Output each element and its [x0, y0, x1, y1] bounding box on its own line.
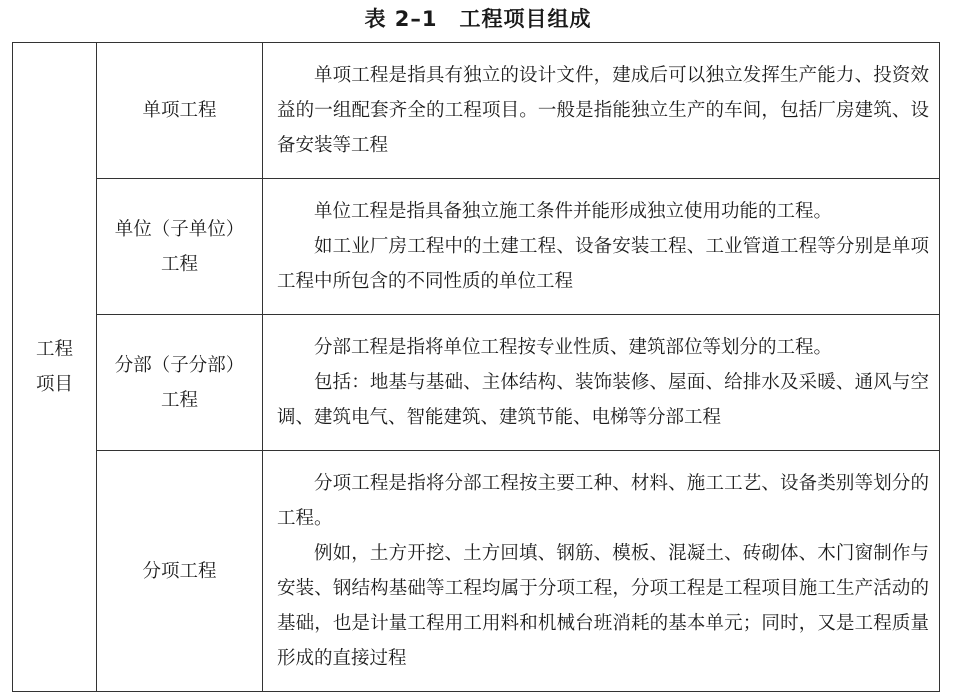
table-row: [13, 451, 940, 692]
table-caption: [0, 4, 956, 34]
project-composition-table: [12, 42, 940, 692]
description-paragraph: 包括：地基与基础、主体结构、装饰装修、屋面、给排水及采暖、通风与空调、建筑电气、智能建筑、建筑节能、电梯等分部工程: [277, 372, 929, 428]
table-number: 表 2–1: [364, 7, 438, 31]
description-paragraph: 单位工程是指具备独立施工条件并能形成独立使用功能的工程。: [314, 201, 833, 222]
category-label-line2: 项目: [35, 374, 73, 395]
row-name-line1: 单项工程: [142, 100, 217, 121]
row-name-line2: 工程: [160, 253, 198, 275]
row-description-cell: [263, 451, 940, 692]
category-label-line1: 工程: [35, 339, 73, 360]
row-name-line1: 分部（子分部）: [114, 354, 245, 376]
row-description-cell: [263, 179, 940, 315]
row-name-cell: [97, 451, 263, 692]
row-description-cell: [263, 43, 940, 179]
description-paragraph: 分项工程是指将分部工程按主要工种、材料、施工工艺、设备类别等划分的工程。: [277, 473, 929, 529]
description-paragraph: 单项工程是指具有独立的设计文件，建成后可以独立发挥生产能力、投资效益的一组配套齐全的工程项目。一般是指能独立生产的车间，包括厂房建筑、设备安装等工程: [277, 65, 929, 156]
row-name-line1: 分项工程: [142, 560, 217, 582]
category-cell: [13, 43, 97, 692]
row-name-line1: 单位（子单位）: [114, 218, 245, 240]
row-name-cell: [97, 315, 263, 451]
row-description-cell: [263, 315, 940, 451]
description-paragraph: 例如，土方开挖、土方回填、钢筋、模板、混凝土、砖砌体、木门窗制作与安装、钢结构基础等工程均属于分项工程，分项工程是工程项目施工生产活动的基础，也是计量工程用工用料和机械台班消耗的基本单元；同时，又是工程质量形成的直接过程: [277, 543, 929, 669]
row-name-cell: [97, 43, 263, 179]
description-paragraph: 分部工程是指将单位工程按专业性质、建筑部位等划分的工程。: [314, 337, 833, 358]
row-name-cell: [97, 179, 263, 315]
table-row: [13, 315, 940, 451]
table-row: [13, 179, 940, 315]
table-row: [13, 43, 940, 179]
row-name-line2: 工程: [160, 389, 198, 411]
table-title: 工程项目组成: [459, 7, 592, 31]
description-paragraph: 如工业厂房工程中的土建工程、设备安装工程、工业管道工程等分别是单项工程中所包含的不同性质的单位工程: [277, 236, 929, 292]
